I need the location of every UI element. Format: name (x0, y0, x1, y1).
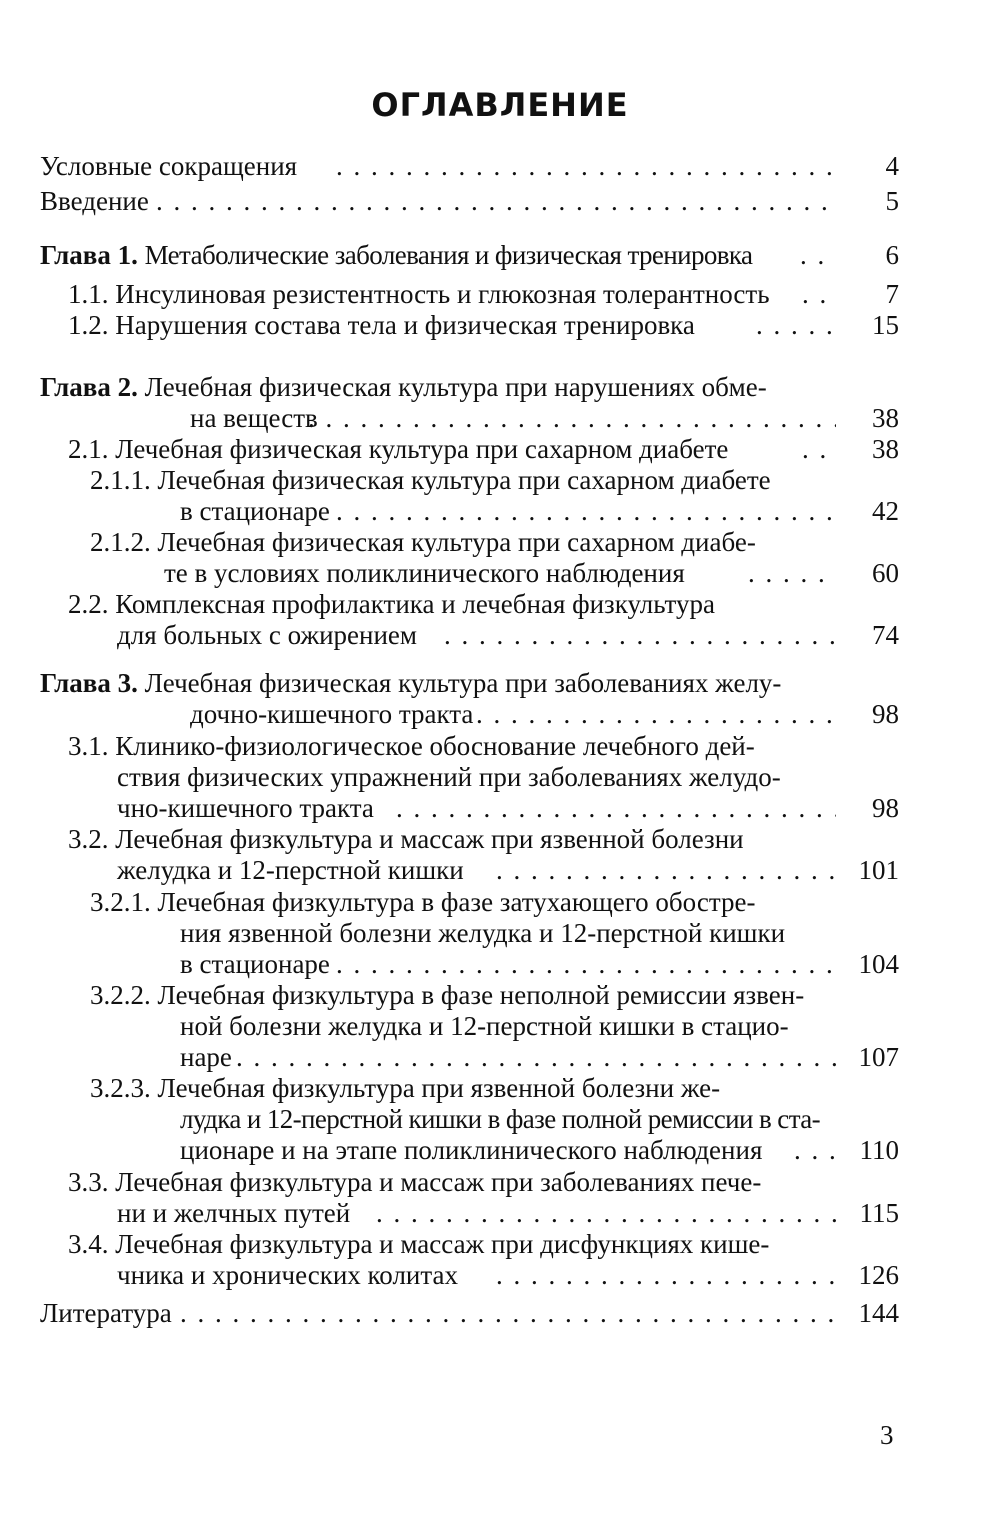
toc-entry-chapter-1 (40, 240, 899, 271)
toc-entry-2-1-2-cont (40, 558, 899, 589)
toc-leader-dots (308, 403, 836, 434)
toc-entry-3-2-2-line2 (40, 1011, 899, 1042)
toc-entry-cont: наре (180, 1042, 232, 1072)
toc-entry-cont: те в условиях поликлинического наблюдения (164, 558, 685, 588)
toc-entry-cont: ционаре и на этапе поликлинического наблюдения (180, 1135, 763, 1165)
toc-page-number: 104 (858, 949, 899, 979)
toc-entry-3-2-1-line2 (40, 918, 899, 949)
toc-entry-2-2 (40, 589, 899, 620)
toc-entry-text2: ния язвенной болезни желудка и 12-перстной кишки (180, 918, 786, 948)
toc-entry-text: 3.3. Лечебная физкультура и массаж при заболеваниях пече- (68, 1167, 762, 1197)
toc-entry-text2: ной болезни желудка и 12-перстной кишки в стацио- (180, 1011, 789, 1041)
toc-leader-dots (802, 434, 836, 465)
toc-leader-dots (748, 558, 836, 589)
toc-entry-text: Лечебная физическая культура при нарушениях обме- (144, 372, 767, 402)
toc-entry-1-1 (40, 279, 899, 310)
toc-page-number: 74 (872, 620, 899, 650)
toc-leader-dots (476, 699, 836, 730)
toc-entry-text2: ствия физических упражнений при заболеваниях желудо- (117, 762, 781, 792)
toc-entry-3-1-line2 (40, 762, 899, 793)
toc-entry-text: 1.1. Инсулиновая резистентность и глюкозная толерантность (68, 279, 770, 309)
toc-leader-dots (756, 310, 836, 341)
toc-entry-2-1-1 (40, 465, 899, 496)
toc-page-number: 110 (859, 1135, 899, 1165)
toc-page-number: 107 (858, 1042, 899, 1072)
toc-entry-chapter-2-cont (40, 403, 899, 434)
toc-page-number: 15 (872, 310, 899, 340)
toc-page-number: 101 (858, 855, 899, 885)
toc-entry-cont: в стационаре (180, 496, 330, 526)
toc-page-number: 38 (872, 434, 899, 464)
toc-entry-cont: чника и хронических колитах (117, 1260, 458, 1290)
toc-entry-3-1-cont (40, 793, 899, 824)
toc-page-number: 126 (858, 1260, 899, 1290)
toc-entry-text: 2.1. Лечебная физическая культура при сахарном диабете (68, 434, 729, 464)
toc-entry-chapter-3-cont (40, 699, 899, 730)
toc-entry-2-1-1-cont (40, 496, 899, 527)
toc-entry-2-2-cont (40, 620, 899, 651)
toc-page-number: 42 (872, 496, 899, 526)
toc-entry-3-3 (40, 1167, 899, 1198)
toc-entry-3-2 (40, 824, 899, 855)
toc-leader-dots (800, 240, 836, 271)
toc-entry-text: Метаболические заболевания и физическая тренировка (144, 240, 753, 270)
toc-entry-3-4-cont (40, 1260, 899, 1291)
toc-entry-text: Литература (40, 1298, 172, 1328)
toc-chapter-label: Глава 1. (40, 240, 138, 270)
toc-entry-text: 2.1.1. Лечебная физическая культура при сахарном диабете (90, 465, 771, 495)
toc-leader-dots (496, 1260, 836, 1291)
toc-entry-text: 3.2.2. Лечебная физкультура в фазе неполной ремиссии язвен- (90, 980, 805, 1010)
toc-page-number: 60 (872, 558, 899, 588)
toc-leader-dots (336, 496, 836, 527)
toc-page-number: 5 (885, 186, 899, 216)
toc-chapter-label: Глава 3. (40, 668, 138, 698)
toc-entry-3-4 (40, 1229, 899, 1260)
toc-entry-cont: дочно-кишечного тракта (190, 699, 474, 729)
toc-entry-text: Введение (40, 186, 149, 216)
toc-entry-chapter-3 (40, 668, 899, 699)
toc-entry-text: Условные сокращения (40, 151, 298, 181)
toc-page-number: 38 (872, 403, 899, 433)
toc-entry-cont: чно-кишечного тракта (117, 793, 374, 823)
toc-leader-dots (336, 949, 836, 980)
toc-page-number: 98 (872, 699, 899, 729)
toc-leader-dots (444, 620, 836, 651)
toc-page-number: 7 (885, 279, 899, 309)
toc-entry-cont: ни и желчных путей (117, 1198, 351, 1228)
toc-entry-cont: в стационаре (180, 949, 330, 979)
toc-leader-dots (236, 1042, 836, 1073)
toc-entry-cont: для больных с ожирением (117, 620, 418, 650)
toc-page-number: 144 (858, 1298, 899, 1328)
toc-entry-text: 3.1. Клинико-физиологическое обоснование лечебного дей- (68, 731, 755, 761)
toc-leader-dots (496, 855, 836, 886)
toc-entry-3-3-cont (40, 1198, 899, 1229)
toc-entry-text: 2.2. Комплексная профилактика и лечебная физкультура (68, 589, 715, 619)
toc-entry-literature (40, 1298, 899, 1329)
toc-entry-text: 3.4. Лечебная физкультура и массаж при дисфункциях кише- (68, 1229, 770, 1259)
page-folio: 3 (880, 1420, 894, 1450)
toc-page-number: 6 (885, 240, 899, 270)
toc-leader-dots (396, 793, 836, 824)
toc-leader-dots (336, 151, 836, 182)
toc-entry-1-2 (40, 310, 899, 341)
toc-entry-3-2-3-line2 (40, 1104, 899, 1135)
toc-page-number: 4 (885, 151, 899, 181)
toc-leader-dots (802, 279, 836, 310)
toc-entry-abbreviations (40, 151, 899, 182)
toc-entry-text: 3.2.3. Лечебная физкультура при язвенной болезни же- (90, 1073, 721, 1103)
toc-page-number: 98 (872, 793, 899, 823)
toc-entry-3-2-1 (40, 887, 899, 918)
toc-entry-text: 3.2.1. Лечебная физкультура в фазе затухающего обостре- (90, 887, 756, 917)
toc-leader-dots (376, 1198, 836, 1229)
toc-entry-text: 1.2. Нарушения состава тела и физическая тренировка (68, 310, 695, 340)
page-title: ОГЛАВЛЕНИЕ (371, 86, 629, 124)
toc-entry-3-2-3 (40, 1073, 899, 1104)
toc-entry-2-1 (40, 434, 899, 465)
toc-entry-3-2-1-cont (40, 949, 899, 980)
toc-entry-3-2-3-cont (40, 1135, 899, 1166)
toc-entry-3-2-cont (40, 855, 899, 886)
toc-entry-text2: лудка и 12-перстной кишки в фазе полной ремиссии в ста- (180, 1104, 820, 1134)
toc-entry-3-2-2-cont (40, 1042, 899, 1073)
toc-entry-cont: желудка и 12-перстной кишки (117, 855, 464, 885)
toc-entry-text: 3.2. Лечебная физкультура и массаж при язвенной болезни (68, 824, 744, 854)
toc-entry-3-1 (40, 731, 899, 762)
toc-leader-dots (794, 1135, 836, 1166)
toc-page-number: 115 (859, 1198, 899, 1228)
toc-entry-introduction (40, 186, 899, 217)
toc-entry-text: 2.1.2. Лечебная физическая культура при сахарном диабе- (90, 527, 756, 557)
toc-leader-dots (156, 186, 836, 217)
toc-chapter-label: Глава 2. (40, 372, 138, 402)
toc-entry-3-2-2 (40, 980, 899, 1011)
toc-entry-cont: на веществ (190, 403, 318, 433)
toc-leader-dots (180, 1298, 836, 1329)
toc-entry-chapter-2 (40, 372, 899, 403)
toc-entry-text: Лечебная физическая культура при заболеваниях желу- (144, 668, 782, 698)
toc-entry-2-1-2 (40, 527, 899, 558)
